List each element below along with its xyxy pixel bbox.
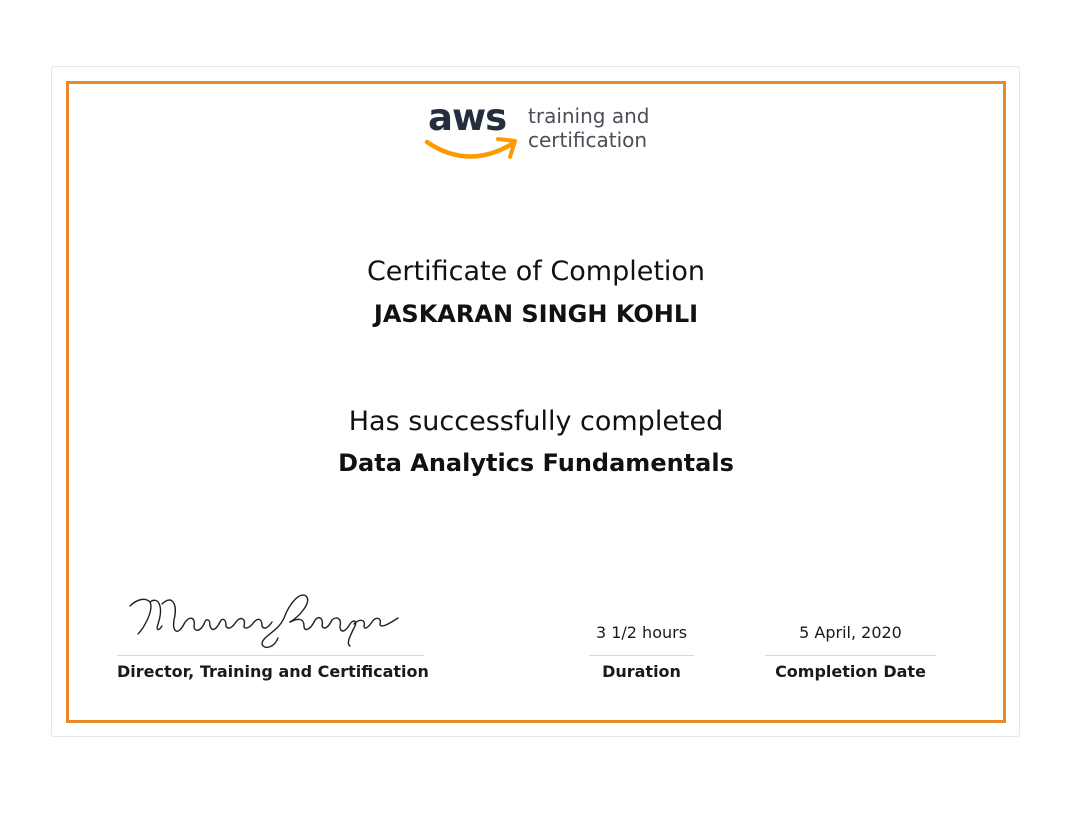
aws-logo (424, 96, 664, 164)
signer-title: Director, Training and Certification (117, 662, 429, 681)
aws-smile-icon (424, 130, 524, 162)
aws-tagline-line2: certification (528, 128, 648, 152)
aws-tagline-line1: training and (528, 104, 650, 128)
duration-label: Duration (602, 662, 681, 681)
aws-wordmark: aws (428, 96, 507, 139)
signature-line (117, 655, 424, 656)
aws-tagline (528, 104, 649, 152)
completion-date-line (765, 655, 936, 656)
recipient-name: JASKARAN SINGH KOHLI (373, 300, 699, 328)
certificate-title: Certificate of Completion (366, 256, 706, 287)
signature-image (128, 588, 400, 654)
course-name: Data Analytics Fundamentals (338, 449, 734, 477)
duration-value: 3 1/2 hours (595, 623, 688, 642)
completion-statement: Has successfully completed (348, 406, 724, 437)
completion-date-label: Completion Date (775, 662, 926, 681)
completion-date-value: 5 April, 2020 (799, 623, 902, 642)
duration-line (589, 655, 694, 656)
